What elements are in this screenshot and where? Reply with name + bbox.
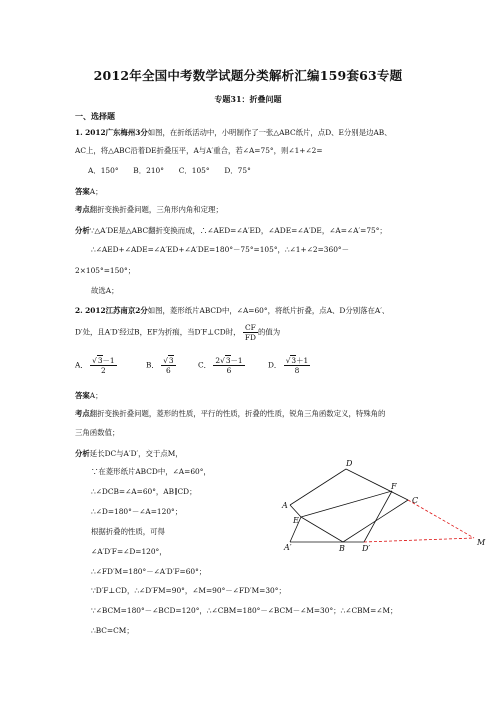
q2-frac-num: CF: [243, 323, 258, 333]
label-c: C: [412, 496, 419, 505]
q2-text2-post: 的值为: [257, 327, 281, 337]
q2-option-c-suffix: －1: [230, 356, 243, 365]
q2-option-a-radicand: 3: [97, 356, 103, 365]
q2-option-b: [146, 356, 176, 375]
q1-knowledge: [75, 205, 223, 215]
q2-option-d-label: D．: [268, 360, 282, 370]
q2-answer: [75, 391, 103, 401]
q2-option-c: [198, 356, 245, 375]
edge-ae: [290, 505, 301, 517]
q1-an-line4: 故选A；: [91, 286, 119, 295]
edge-cb: [343, 500, 408, 542]
q2-an-line1: 延长DC与A′D′，交于点M，: [89, 449, 183, 458]
edge-d-prime-f: [364, 491, 392, 542]
q2-answer-value: A；: [89, 391, 103, 400]
edge-eb: [301, 517, 343, 542]
q1-an-line3: 2×105°=150°；: [75, 266, 136, 275]
edge-dc: [346, 469, 408, 500]
fold-ef: [301, 491, 392, 517]
q1-kp-label: 考点: [75, 205, 90, 214]
label-d: D: [346, 459, 353, 468]
q1-answer-label: 答案: [75, 187, 90, 196]
q2-option-d-radicand: 3: [291, 356, 297, 365]
q2-option-a-den: 2: [101, 366, 106, 375]
q2-ratio-fraction: [243, 323, 258, 342]
q1-number: 1.: [75, 128, 83, 137]
label-m: M: [477, 538, 486, 547]
q2-an-label: 分析: [75, 449, 90, 458]
q2-an-line10: ∴BC=CM；: [91, 626, 134, 635]
q2-an-line7: ∴∠FD′M=180°－∠A′D′F=60°；: [91, 567, 207, 576]
q2-an-line4: ∴∠D=180°－∠A=120°；: [91, 507, 183, 516]
q2-option-b-label: B．: [146, 360, 159, 370]
edge-ad: [290, 469, 346, 505]
q1-answer-value: A；: [89, 187, 103, 196]
q2-option-c-radicand: 3: [225, 356, 231, 365]
extension-d-prime-m: [364, 538, 474, 542]
q2-an-line9: ∵∠BCM=180°－∠BCD=120°，∴∠CBM=180°－∠BCM－∠M=30°；∴∠CBM=∠M；: [91, 606, 398, 615]
edge-ea-prime: [290, 517, 301, 542]
q2-option-a-label: A．: [75, 360, 88, 370]
q1-an-line1: ∵△A′DE是△ABC翻折变换而成，∴∠AED=∠A′ED，∠ADE=∠A′DE，∠A=∠A′=75°；: [89, 226, 387, 235]
q2-option-c-den: 6: [226, 366, 232, 375]
q2-knowledge: [75, 409, 385, 419]
q1-an-label: 分析: [75, 226, 90, 235]
q2-frac-den: FD: [244, 333, 256, 342]
q1-text1: 如图，在折纸活动中，小明制作了一张△ABC纸片，点D、E分别是边AB、: [147, 128, 392, 137]
q2-line2: [75, 323, 280, 342]
q2-an-line3: ∴∠DCB=∠A=60°，AB∥CD；: [91, 487, 197, 496]
q2-option-c-coef: 2: [215, 356, 221, 365]
page-title: 2012年全国中考数学试题分类解析汇编159套63专题: [93, 68, 403, 83]
extension-cm: [408, 500, 474, 538]
q2-option-b-frac: $\frac{√3}{6}$: [163, 356, 174, 375]
q2-option-d-suffix: ＋1: [296, 356, 309, 365]
q2-option-b-radicand: 3: [168, 356, 174, 365]
q2-answer-label: 答案: [75, 391, 90, 400]
q2-option-a-frac: $\frac{√3-1}{2}$: [92, 356, 115, 375]
q2-kp-label: 考点: [75, 409, 90, 418]
q2-option-d-frac: $\frac{√3+1}{8}$: [285, 356, 309, 375]
q1-line2: AC上，将△ABC沿着DE折叠压平，A与A′重合，若∠A=75°，则∠1+∠2=: [75, 146, 323, 155]
q2-option-a: [75, 356, 117, 375]
label-a: A: [282, 501, 288, 510]
q2-an-line8: ∵D′F⊥CD，∴∠D′FM=90°，∠M=90°－∠FD′M=30°；: [91, 586, 286, 595]
q2-option-c-frac: $\frac{2√3-1}{6}$: [215, 356, 243, 375]
q2-number: 2.: [75, 306, 83, 315]
q1-an-line2: ∴∠AED+∠ADE=∠A′ED+∠A′DE=180°－75°=105°，∴∠1+∠2=360°－: [91, 245, 349, 254]
q1-analysis: [75, 226, 387, 236]
q2-kp-text2: 三角函数值；: [75, 428, 120, 437]
q2-source: 2012江苏南京2分: [85, 306, 148, 315]
q2-option-b-den: 6: [166, 366, 171, 375]
q2-text2-pre: D′处，且A′D′经过B，EF为折痕，当D′F⊥CD时，: [75, 327, 241, 337]
page-subtitle: 专题31：折叠问题: [214, 94, 282, 104]
q1-kp-text: 翻折变换折叠问题，三角形内角和定理；: [89, 205, 223, 214]
q2-line1: [75, 306, 389, 316]
q2-kp-text1: 翻折变换折叠问题，菱形的性质，平行的性质，折叠的性质，锐角三角函数定义，特殊角的: [89, 409, 386, 418]
q1-answer: [75, 187, 103, 197]
q2-option-c-label: C．: [198, 360, 212, 370]
q1-source: 2012广东梅州3分: [85, 128, 148, 137]
label-a-prime: A′: [284, 543, 292, 552]
q2-analysis: [75, 449, 183, 459]
label-e: E: [293, 516, 299, 525]
label-d-prime: D′: [362, 544, 371, 553]
q2-option-d: [268, 356, 310, 375]
q2-option-a-suffix: －1: [102, 356, 115, 365]
q2-option-d-den: 8: [294, 366, 300, 375]
label-b: B: [339, 544, 345, 553]
q2-an-line5: 根据折叠的性质，可得: [91, 527, 165, 536]
q1-options: A．150° B．210° C．105° D．75°: [88, 166, 251, 175]
q2-an-line2: ∵在菱形纸片ABCD中，∠A=60°，: [91, 467, 211, 476]
q1-line1: [75, 128, 392, 138]
q2-text1: 如图，菱形纸片ABCD中，∠A=60°，将纸片折叠，点A、D分别落在A′、: [147, 306, 390, 315]
section-heading: 一、选择题: [75, 111, 115, 121]
q2-an-line6: ∠A′D′F=∠D=120°，: [91, 547, 167, 556]
label-f: F: [391, 482, 397, 491]
